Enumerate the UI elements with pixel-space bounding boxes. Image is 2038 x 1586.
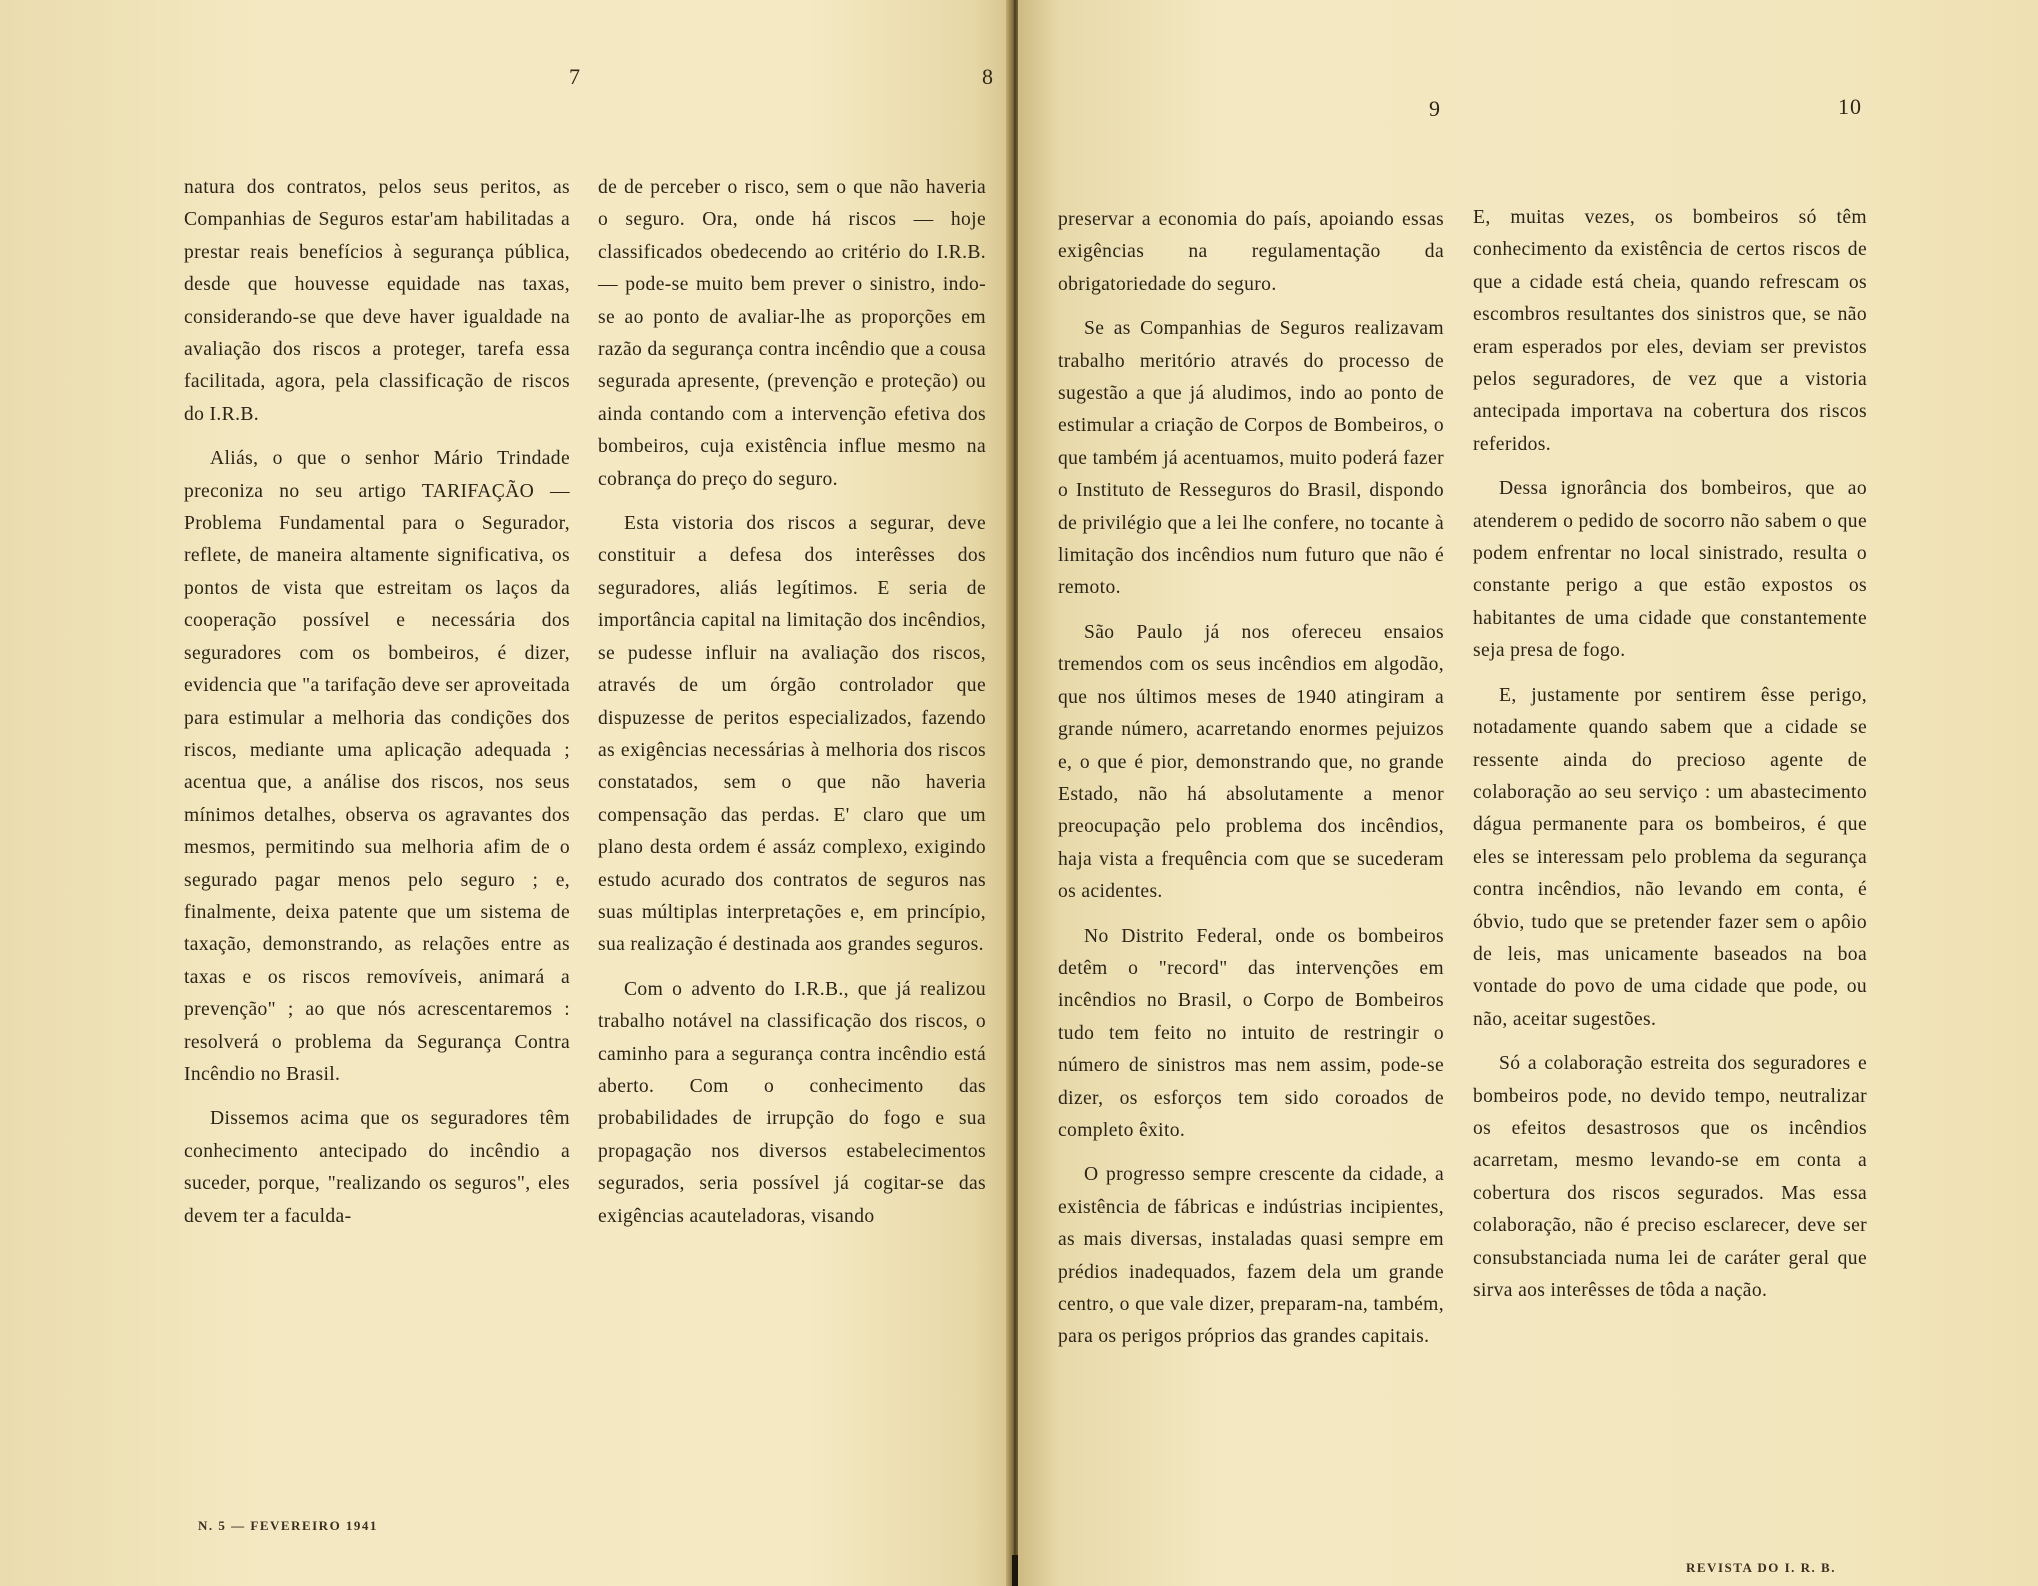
page-number-7: 7: [569, 64, 581, 89]
paragraph: Dissemos acima que os seguradores têm conhecimento antecipado do incêndio a suceder, porque, "realizando os seguros", eles devem ter a faculda-: [184, 1108, 570, 1227]
paragraph: Aliás, o que o senhor Mário Trindade preconiza no seu artigo TARIFAÇÃO — Problema Fundamental para o Segurador, reflete, de maneira altamente significativa, os pontos de vista que estreitam os laços da cooperação possível e necessária dos seguradores com os bombeiros, é dizer, evidencia que "a tarifação deve ser aproveitada para estimular a melhoria das condições dos riscos, mediante uma aplicação adequada ; acentua que, a análise dos riscos, nos seus mínimos detalhes, observa os agravantes dos mesmos, permitindo sua melhoria afim de o segurado pagar menos pelo seguro ; e, finalmente, deixa patente que um sistema de taxação, demonstrando, as relações entre as taxas e os riscos removíveis, animará a prevenção" ; ao que nós acrescentaremos : resolverá o problema da Segurança Contra Incêndio no Brasil.: [184, 448, 570, 1085]
column-page-7: [184, 172, 570, 1233]
paragraph: O progresso sempre crescente da cidade, a existência de fábricas e indústrias incipientes, as mais diversas, instaladas quasi sempre em prédios inadequados, fazem dela um grande centro, o que vale dizer, preparam-na, também, para os perigos próprios das grandes capitais.: [1058, 1164, 1444, 1348]
paragraph: preservar a economia do país, apoiando essas exigências na regulamentação da obrigatoriedade do seguro.: [1058, 209, 1444, 295]
paragraph: de de perceber o risco, sem o que não haveria o seguro. Ora, onde há riscos — hoje classificados obedecendo ao critério do I.R.B. — pode-se muito bem prever o sinistro, indo-se ao ponto de avaliar-lhe as proporções em razão da segurança contra incêndio que a cousa segurada apresente, (prevenção e proteção) ou ainda contando com a intervenção efetiva dos bombeiros, cuja existência influe mesmo na cobrança do preço do seguro.: [598, 177, 986, 490]
paragraph: E, justamente por sentirem êsse perigo, notadamente quando sabem que a cidade se ressente ainda do precioso agente de colaboração ao seu serviço : um abastecimento dágua permanente para os bombeiros, é que eles se interessam pelo problema da segurança contra incêndios, não levando em conta, é óbvio, tudo que se pretender fazer sem o apôio de leis, mas unicamente baseados na boa vontade do povo de uma cidade que pode, ou não, aceitar sugestões.: [1473, 684, 1867, 1030]
page-number-10: 10: [1838, 94, 1862, 119]
left-page: [0, 0, 1012, 1586]
page-number-8: 8: [982, 64, 994, 89]
column-page-8: [598, 172, 986, 1233]
paragraph: natura dos contratos, pelos seus peritos, as Companhias de Seguros estar'am habilitadas a prestar reais benefícios à segurança pública, desde que houvesse equidade nas taxas, considerando-se que deve haver igualdade na avaliação dos riscos a proteger, tarefa essa facilitada, agora, pela classificação de riscos do I.R.B.: [184, 177, 570, 425]
page-number-9: 9: [1429, 96, 1441, 121]
paragraph: Com o advento do I.R.B., que já realizou trabalho notável na classificação dos riscos, o caminho para a segurança contra incêndio está aberto. Com o conhecimento das probabilidades de irrupção do fogo e sua propagação nos diversos estabelecimentos segurados, seria possível já cogitar-se das exigências acauteladoras, visando: [598, 978, 986, 1227]
paragraph: Esta vistoria dos riscos a segurar, deve constituir a defesa dos interêsses dos seguradores, aliás legítimos. E seria de importância capital na limitação dos incêndios, se pudesse influir na avaliação dos riscos, através de um órgão controlador que dispuzesse de peritos especializados, fazendo as exigências necessárias à melhoria dos riscos constatados, sem o que não haveria compensação das perdas. E' claro que um plano desta ordem é assáz complexo, exigindo estudo acurado dos contratos de seguros nas suas múltiplas interpretações e, em princípio, sua realização é destinada aos grandes seguros.: [598, 513, 986, 956]
column-page-9: [1058, 204, 1444, 1354]
paragraph: São Paulo já nos ofereceu ensaios tremendos com os seus incêndios em algodão, que nos últimos meses de 1940 atingiram a grande número, acarretando enormes pejuizos e, o que é pior, demonstrando que, no grande Estado, não há absolutamente a menor preocupação pelo problema dos incêndios, haja vista a frequência com que se sucederam os acidentes.: [1058, 621, 1444, 903]
paragraph: E, muitas vezes, os bombeiros só têm conhecimento da existência de certos riscos de que a cidade está cheia, quando refrescam os escombros resultantes dos sinistros que, se não eram esperados por eles, deviam ser previstos pelos seguradores, de vez que a vistoria antecipada importava na cobertura dos riscos referidos.: [1473, 207, 1867, 455]
right-page: [1018, 0, 2038, 1586]
paragraph: No Distrito Federal, onde os bombeiros detêm o "record" das intervenções em incêndios no Brasil, o Corpo de Bombeiros tudo tem feito no intuito de restringir o número de sinistros mas nem assim, pode-se dizer, os esforços tem sido coroados de completo êxito.: [1058, 925, 1444, 1141]
paragraph: Se as Companhias de Seguros realizavam trabalho meritório através do processo de sugestão a que já aludimos, indo ao ponto de estimular a criação de Corpos de Bombeiros, o que também já acentuamos, muito poderá fazer o Instituto de Resseguros do Brasil, dispondo de privilégio que a lei lhe confere, no tocante à limitação dos incêndios num futuro que não é remoto.: [1058, 318, 1444, 599]
paragraph: Dessa ignorância dos bombeiros, que ao atenderem o pedido de socorro não sabem o que podem enfrentar no local sinistrado, resulta o constante perigo a que estão expostos os habitantes de uma cidade que constantemente seja presa de fogo.: [1473, 478, 1867, 662]
column-page-10: [1473, 202, 1867, 1307]
issue-footer: N. 5 — FEVEREIRO 1941: [198, 1518, 378, 1533]
journal-footer: REVISTA DO I. R. B.: [1686, 1560, 1836, 1575]
paragraph: Só a colaboração estreita dos seguradores e bombeiros pode, no devido tempo, neutralizar os efeitos desastrosos que os incêndios acarretam, mesmo levando-se em conta a cobertura dos riscos segurados. Mas essa colaboração, não é preciso esclarecer, deve ser consubstanciada numa lei de caráter geral que sirva aos interêsses de tôda a nação.: [1473, 1053, 1867, 1301]
